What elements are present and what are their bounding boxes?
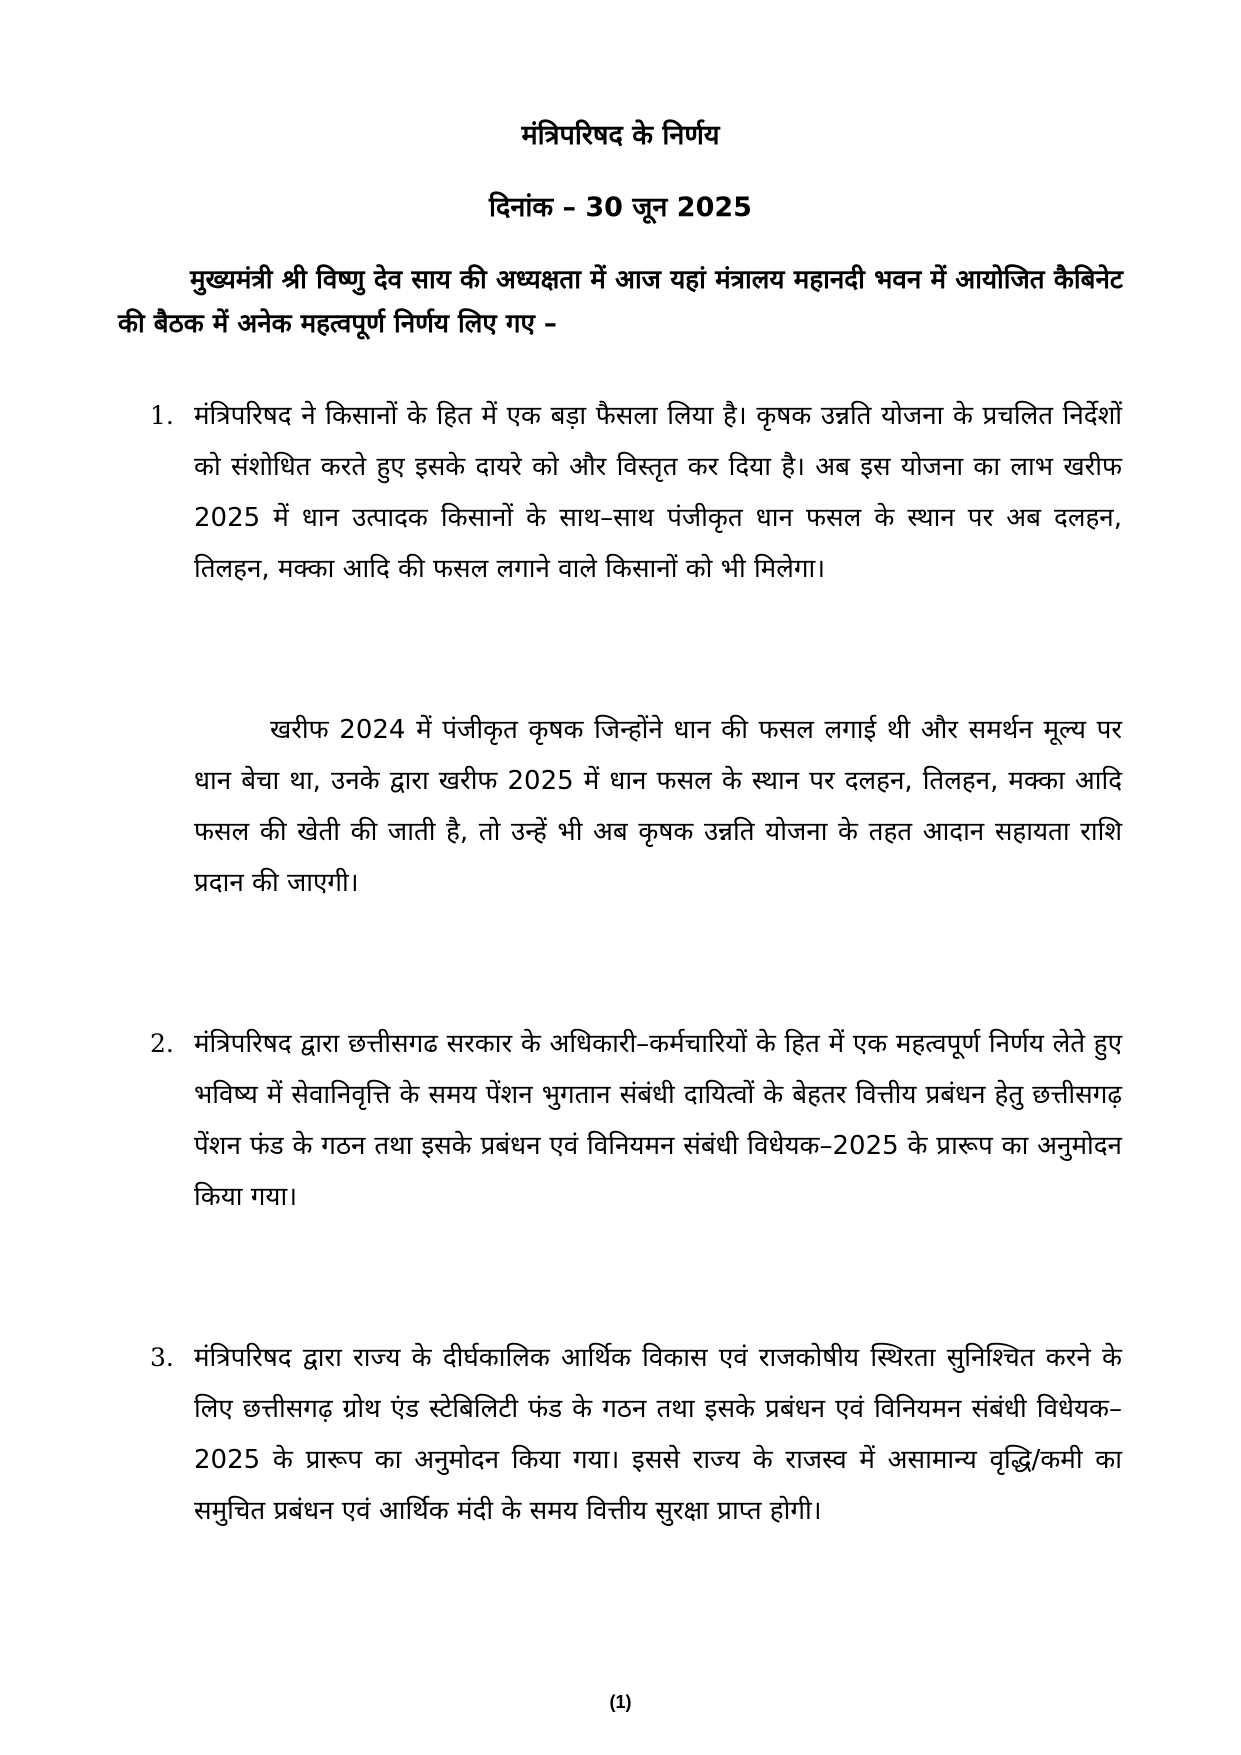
- item-subparagraph-text: खरीफ 2024 में पंजीकृत कृषक जिन्होंने धान की फसल लगाई थी और समर्थन मूल्य पर धान बेचा था, उनके द्वारा खरीफ 2025 में धान फसल के स्थान पर दलहन, तिलहन, मक्का आदि फसल की खेती की जाती है, तो उन्हें भी अब कृषक उन्नति योजना के तहत आदान सहायता राशि प्रदान की जाएगी।: [194, 715, 1122, 898]
- item-text: मंत्रिपरिषद द्वारा छत्तीसगढ सरकार के अधिकारी–कर्मचारियों के हित में एक महत्वपूर्ण निर्णय लेते हुए भविष्य में सेवानिवृत्ति के समय पेंशन भुगतान संबंधी दायित्वों के बेहतर वित्तीय प्रबंधन हेतु छत्तीसगढ़ पेंशन फंड के गठन तथा इसके प्रबंधन एवं विनियमन संबंधी विधेयक–2025 के प्रारूप का अनुमोदन किया गया।: [194, 1029, 1122, 1212]
- item-number: 2.: [150, 1029, 174, 1058]
- item-number: 1.: [150, 401, 174, 430]
- item-text: मंत्रिपरिषद द्वारा राज्य के दीर्घकालिक आर्थिक विकास एवं राजकोषीय स्थिरता सुनिश्चित करने के लिए छत्तीसगढ़ ग्रोथ एंड स्टेबिलिटी फंड के गठन तथा इसके प्रबंधन एवं विनियमन संबंधी विधेयक–2025 के प्रारूप का अनुमोदन किया गया। इससे राज्य के राजस्व में असामान्य वृद्धि/कमी का समुचित प्रबंधन एवं आर्थिक मंदी के समय वित्तीय सुरक्षा प्राप्त होगी।: [194, 1343, 1122, 1526]
- item-text: मंत्रिपरिषद ने किसानों के हित में एक बड़ा फैसला लिया है। कृषक उन्नति योजना के प्रचलित निर्देशों को संशोधित करते हुए इसके दायरे को और विस्तृत कर दिया है। अब इस योजना का लाभ खरीफ 2025 में धान उत्पादक किसानों के साथ–साथ पंजीकृत धान फसल के स्थान पर अब दलहन, तिलहन, मक्का आदि की फसल लगाने वाले किसानों को भी मिलेगा।: [194, 401, 1122, 584]
- item-number: 3.: [150, 1343, 174, 1372]
- intro-paragraph: मुख्यमंत्री श्री विष्णु देव साय की अध्यक्षता में आज यहां मंत्रालय महानदी भवन में आयोजित कैबिनेट की बैठक में अनेक महत्वपूर्ण निर्णय लिए गए –: [118, 265, 1123, 339]
- document-date: दिनांक – 30 जून 2025: [489, 192, 752, 223]
- document-title: मंत्रिपरिषद के निर्णय: [521, 120, 720, 151]
- page-number: (1): [609, 1692, 632, 1712]
